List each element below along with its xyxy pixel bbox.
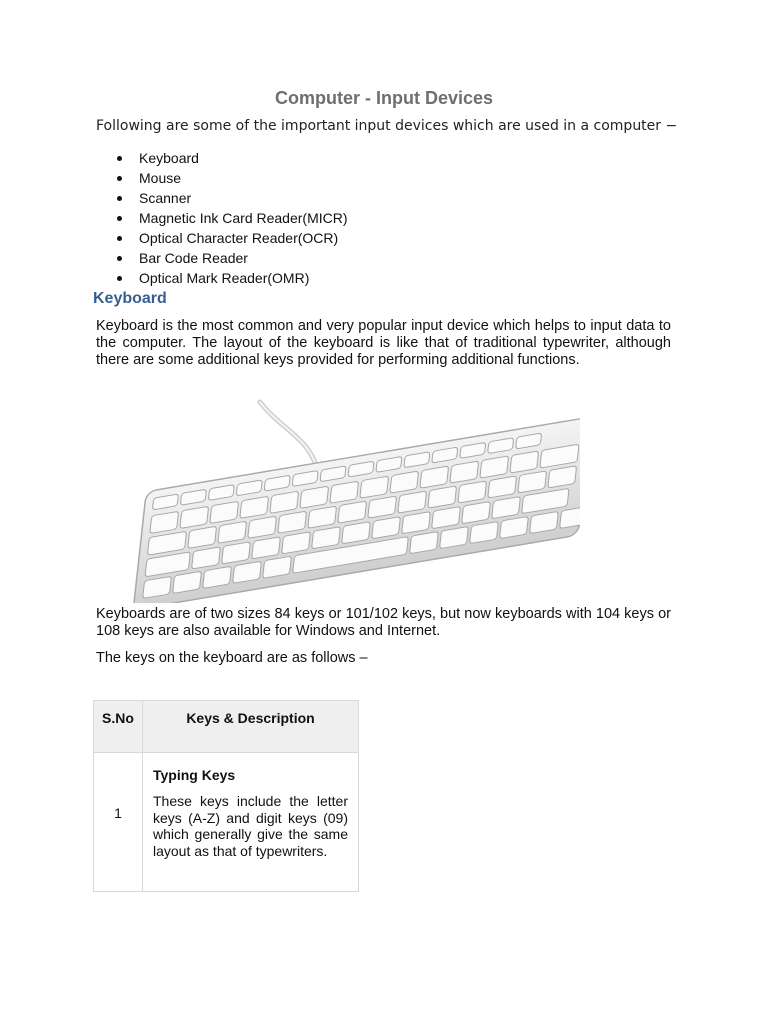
page-title: Computer - Input Devices [274,88,494,108]
section-heading-keyboard: Keyboard [93,290,167,307]
keyboard-image [130,398,580,603]
row-sno: 1 [114,805,122,821]
list-item: Mouse [96,168,348,188]
row-description: These keys include the letter keys (A-Z) and digit keys (09) which generally give the same layout as that of typewriters. [153,793,348,859]
intro-text: Following are some of the important input devices which are used in a computer − [96,118,678,134]
list-item: Magnetic Ink Card Reader(MICR) [96,208,348,228]
column-divider [142,701,143,891]
header-keys-description: Keys & Description [186,710,315,726]
row-heading: Typing Keys [153,767,236,783]
list-item: Scanner [96,188,348,208]
list-item: Optical Character Reader(OCR) [96,228,348,248]
list-item: Optical Mark Reader(OMR) [96,268,348,288]
header-sno: S.No [102,710,134,726]
keys-intro-paragraph: The keys on the keyboard are as follows – [96,650,368,666]
list-item: Keyboard [96,148,348,168]
keyboard-paragraph: Keyboard is the most common and very popular input device which helps to input data to the computer. The layout of the keyboard is like that of traditional typewriter, although there are some additional keys provided for performing additional functions. [96,318,671,368]
keys-table [93,700,359,892]
list-item: Bar Code Reader [96,248,348,268]
keyboard-sizes-paragraph: Keyboards are of two sizes 84 keys or 101/102 keys, but now keyboards with 104 keys or 108 keys are also available for Windows and Internet. [96,606,671,639]
input-devices-list [96,148,348,288]
table-header-row [94,701,358,753]
